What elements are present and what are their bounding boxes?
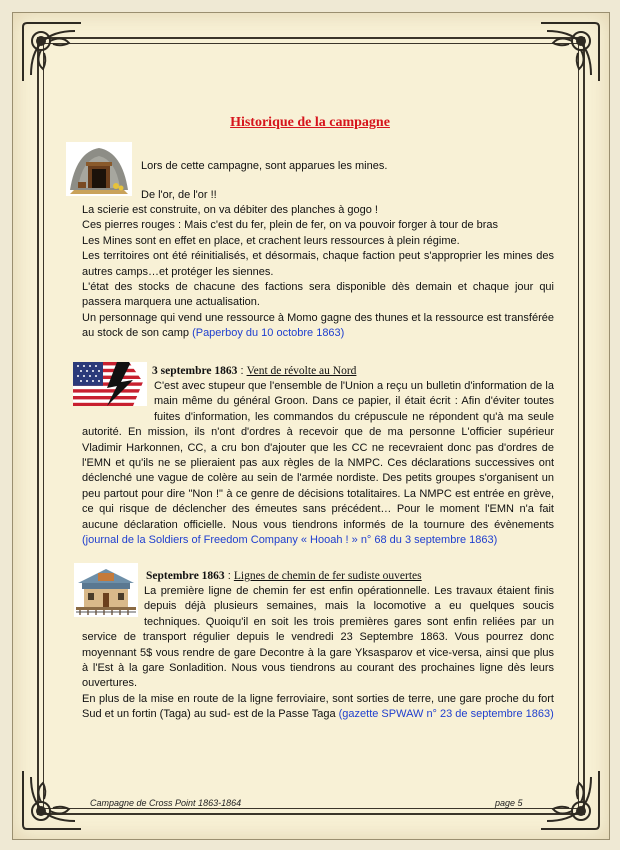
section3-last	[82, 692, 554, 723]
section2-body-text: C'est avec stupeur que l'ensemble de l'Union a reçu un bulletin d'information de la main même du général Groon. Dans ce papier, il était écrit : Afin d'éviter toutes fuites d'information, les commandos du crépuscule ne répondent qu'à ma seule autorité. En mission, ils n'ont d'ordres à recevoir que de ma personne L'officier supérieur Vladimir Harkonnen, CC, a cru bon d'ajouter que les CC ne recevraient donc pas d'ordres de l'EMN et qu'ils ne se plieraient pas aux règles de la NMPC. Ces déclarations successives ont déclenché une vague de colère au sein de l'armée nordiste. Des petits groupes s'organisent un peu partout pour dire "Non !" à ce genre de décisions totalitaires. La NMPC est entrée en grève, ce qui risque de déclencher des émeutes sans précédent… Pour le moment l'EMN n'a fait aucune déclaration officielle. Nous vous tiendrons informés de la tournure des évènements	[82, 380, 554, 531]
section1-last-text: Un personnage qui vend une ressource à Momo gagne des thunes et la ressource est transférée au stock de son camp	[82, 311, 554, 340]
section3-sep: :	[224, 570, 234, 582]
section2-body	[82, 379, 554, 548]
float-spacer	[82, 584, 144, 630]
section3-heading-line	[146, 569, 554, 584]
corner-ornament-icon	[17, 765, 87, 835]
page-title: Historique de la campagne	[230, 115, 390, 130]
footer-page-number: page 5	[495, 798, 523, 808]
section1-body	[82, 203, 554, 342]
section1-last	[82, 311, 554, 342]
corner-ornament-icon	[17, 17, 87, 87]
section1-line: L'état des stocks de chacune des factions sera disponible dès demain et chaque jour qui passera marquera une actualisation.	[82, 281, 554, 309]
section2-heading-line	[152, 364, 554, 379]
section1-line: Les territoires ont été réinitialisés, et désormais, chaque faction peut s'approprier les mines des autres camps…et protéger les siennes.	[82, 250, 554, 278]
section1-intro: Lors de cette campagne, sont apparues les mines.	[141, 160, 388, 172]
section3-heading: Lignes de chemin de fer sudiste ouvertes	[233, 570, 422, 582]
corner-ornament-icon	[535, 17, 605, 87]
section3-date: Septembre 1863	[146, 570, 225, 582]
section2-source: (journal de la Soldiers of Freedom Company « Hooah ! » n° 68 du 3 septembre 1863)	[82, 534, 498, 547]
mine-entrance-image	[66, 142, 132, 196]
float-spacer	[82, 379, 154, 410]
section1-line: Ces pierres rouges : Mais c'est du fer, plein de fer, on va pouvoir forger à tour de bras	[82, 219, 499, 232]
section3-body	[82, 584, 554, 723]
corner-ornament-icon	[535, 765, 605, 835]
section1-line: Les Mines sont en effet en place, et crachent leurs ressources à plein régime.	[82, 234, 460, 247]
section3-last-text: En plus de la mise en route de la ligne ferroviaire, sont sorties de terre, une gare proche du fort Sud et un fortin (Taga) au sud- est de la Passe Taga	[82, 692, 554, 721]
section1-line: La scierie est construite, on va débiter des planches à gogo !	[82, 204, 378, 216]
footer-campaign: Campagne de Cross Point 1863-1864	[90, 798, 242, 808]
section1-source: (Paperboy du 10 octobre 1863)	[192, 327, 345, 340]
section2-sep: :	[237, 365, 247, 377]
section2-heading: Vent de révolte au Nord	[246, 365, 357, 377]
section3-body-text: La première ligne de chemin fer est enfin opérationnelle. Les travaux étaient finis depuis déjà plusieurs semaines, mais la locomotive a eu quelques soucis techniques. Quoiqu'il en soit les trois premières gares sont enfin reliées par un service de transport régulier depuis le vendredi 23 Septembre 1863. Vous pourrez donc moyennant 5$ vous rendre de gare Decontre à la gare Yksasparov et vice-versa, ainsi que plus à l'Est à la gare Sonladition. Nous vous tiendrons au courant des prochaines ligne dès leurs ouvertures.	[82, 585, 554, 690]
section1-exclaim: De l'or, de l'or !!	[141, 189, 217, 201]
section3-source: (gazette SPWAW n° 23 de septembre 1863)	[338, 708, 554, 721]
section2-date: 3 septembre 1863	[152, 365, 238, 377]
